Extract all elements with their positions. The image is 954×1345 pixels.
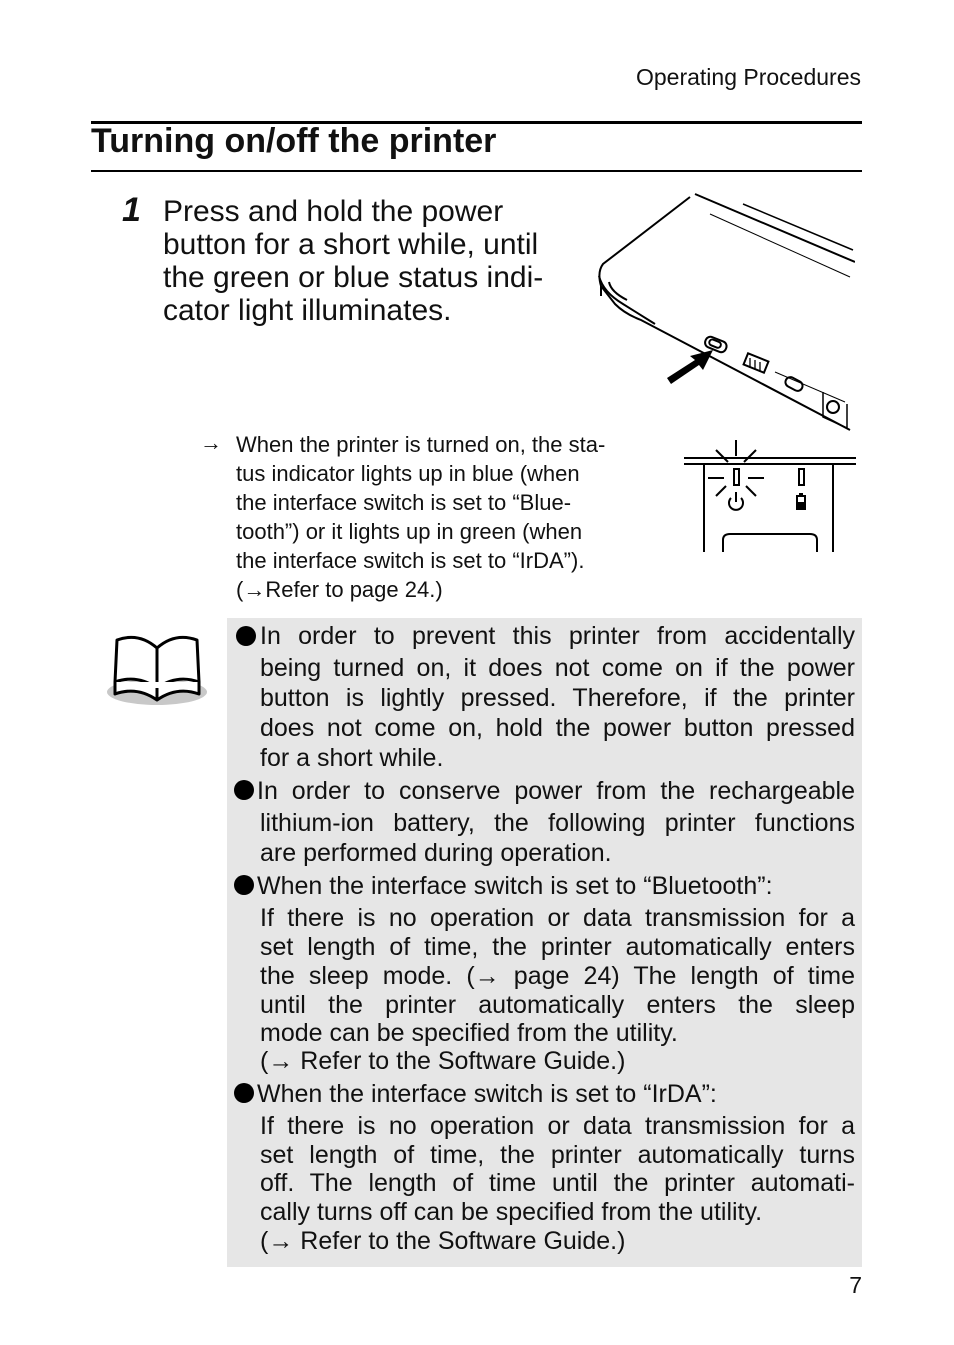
note-line: being turned on, it does not come on if the power	[260, 654, 855, 682]
note-line: If there is no operation or data transmission for a	[260, 904, 855, 932]
step-line: cator light illuminates.	[163, 294, 452, 327]
title-rule-bottom	[91, 170, 862, 172]
status-indicator-illustration	[680, 436, 860, 554]
note-line: for a short while.	[260, 744, 444, 772]
bullet-icon	[234, 1083, 254, 1103]
result-line: When the printer is turned on, the sta-	[236, 432, 606, 457]
result-line: tus indicator lights up in blue (when	[236, 461, 580, 486]
page-title: Turning on/off the printer	[91, 122, 497, 160]
result-line: (→Refer to page 24.)	[236, 577, 443, 602]
note-line: In order to conserve power from the rechargeable	[257, 777, 855, 805]
step-line: the green or blue status indi-	[163, 261, 544, 294]
notes-box	[227, 618, 862, 1267]
page-number: 7	[849, 1272, 862, 1298]
note-line: are performed during operation.	[260, 839, 612, 867]
result-line: the interface switch is set to “Blue-	[236, 490, 572, 515]
bullet-icon	[236, 626, 256, 646]
note-line: If there is no operation or data transmission for a	[260, 1112, 855, 1140]
note-line: In order to prevent this printer from accidentally	[260, 622, 855, 650]
result-description	[236, 430, 605, 604]
note-line: button is lightly pressed. Therefore, if the printer	[260, 684, 855, 712]
step-instruction	[163, 195, 543, 327]
note-heading: When the interface switch is set to “Bluetooth”:	[257, 872, 773, 900]
note-line: off. The length of time until the printer automati-	[260, 1169, 855, 1197]
step-number: 1	[122, 191, 141, 229]
result-arrow-icon: →	[200, 430, 222, 455]
note-line: cally turns off can be specified from the utility.	[260, 1198, 763, 1226]
note-line: set length of time, the printer automatically enters	[260, 933, 855, 961]
book-note-icon	[105, 628, 209, 710]
note-line: until the printer automatically enters the sleep	[260, 991, 855, 1019]
note-line: lithium-ion battery, the following printer functions	[260, 809, 855, 837]
running-header: Operating Procedures	[635, 64, 861, 90]
note-line: the sleep mode. (→ page 24) The length of time	[260, 962, 855, 990]
note-line: set length of time, the printer automatically turns	[260, 1141, 855, 1169]
note-heading: When the interface switch is set to “IrDA”:	[257, 1080, 717, 1108]
note-line: mode can be specified from the utility.	[260, 1019, 678, 1047]
step-line: button for a short while, until	[163, 228, 539, 261]
step-line: Press and hold the power	[163, 195, 504, 228]
note-line: (→ Refer to the Software Guide.)	[260, 1047, 626, 1075]
note-line: does not come on, hold the power button pressed	[260, 714, 855, 742]
note-line: (→ Refer to the Software Guide.)	[260, 1227, 626, 1255]
bullet-icon	[234, 875, 254, 895]
result-line: the interface switch is set to “IrDA”).	[236, 548, 585, 573]
printer-power-button-illustration	[595, 192, 855, 436]
result-line: tooth”) or it lights up in green (when	[236, 519, 583, 544]
bullet-icon	[234, 780, 254, 800]
